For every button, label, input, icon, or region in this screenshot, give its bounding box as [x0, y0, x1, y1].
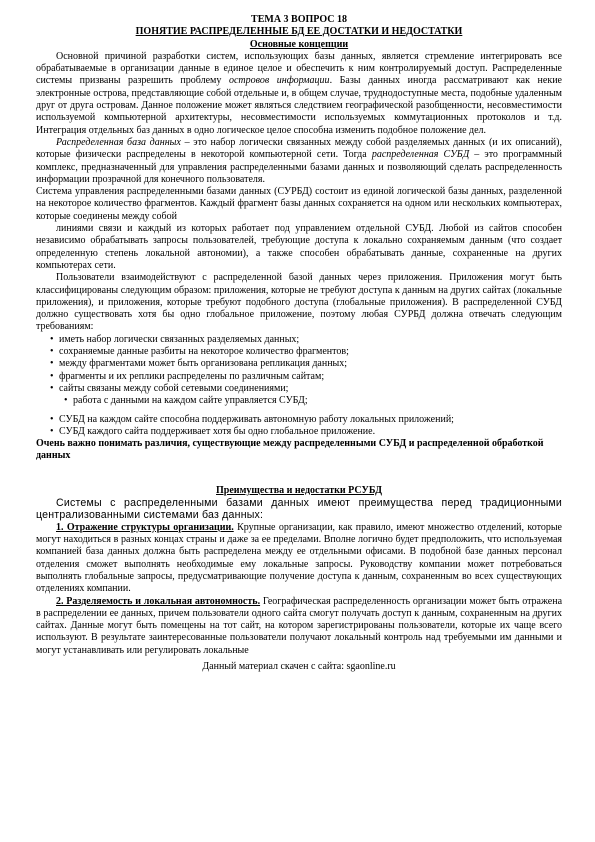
list-item: • сайты связаны между собой сетевыми соединениями; — [50, 383, 562, 395]
paragraph-applications: Пользователи взаимодействуют с распределенной базой данных через приложения. Приложения могут быть классифицированы следующим образом: приложения, которые не требуют доступа к данным на других сайтах (локальные приложения), и приложения, которые требуют подобного доступа (глобальные приложения). В распределенной СУБД должно существовать хотя бы одно глобальное приложение, поэтому любая СУРБД должна отвечать следующим требованиям: — [36, 272, 562, 333]
advantage-item-1: 1. Отражение структуры организации. Крупные организации, как правило, имеют множество отделений, которые могут находиться в разных концах страны и даже за ее пределами. Вполне логично будет предположить, что используемая компанией база данных должна быть распределена между ее отдельными офисами. В подобной базе данных персонал отделения сможет выполнять необходимые ему локальные запросы. Руководству компании может потребоваться выполнять глобальные запросы, предусматривающие получение доступа к данным, сохраненным во всех существующих отделениях компании. — [36, 521, 563, 595]
list-item: • иметь набор логически связанных разделяемых данных; — [50, 334, 562, 346]
page-footer: Данный материал скачен с сайта: sgaonline.ru — [202, 661, 396, 673]
list-item: • фрагменты и их реплики распределены по различным сайтам; — [50, 371, 562, 383]
paragraph-surbd: Система управления распределенными базами данных (СУРБД) состоит из единой логической базы данных, разделенной на некоторое количество фрагментов. Каждый фрагмент базы данных сохраняется на одном или нескольких компьютерах, которые соединены между собой — [36, 186, 562, 222]
important-note: Очень важно понимать различия, существующие между распределенными СУБД и распределенной обработкой данных — [36, 438, 544, 462]
page-title: ПОНЯТИЕ РАСПРЕДЕЛЕННЫЕ БД ЕЕ ДОСТАТКИ И НЕДОСТАТКИ — [135, 26, 463, 38]
advantage-item-2: 2. Разделяемость и локальная автономность. Географическая распределенность организации может быть отражена в распределении ее данных, причем пользователи одного сайта смогут получать доступ к данным, сохраненным на других сайтах. Данные могут быть помещены на тот сайт, на котором зарегистрированы пользователи, которые их чаще всего используют. В результате заинтересованные пользователи получают локальный контроль над требуемыми им данными и могут устанавливать или регулировать локальные — [36, 595, 563, 656]
section-subtitle: Основные концепции — [249, 38, 349, 50]
paragraph-definition: Распределенная база данных – это набор логически связанных между собой разделяемых данных (и их описаний), которые физически распределены в некоторой компьютерной сети. Тогда распределенная СУБД – это программный комплекс, предназначенный для управления распределенными базами данных и позволяющий сделать распределенность информации прозрачной для конечного пользователя. — [36, 136, 563, 185]
paragraph-intro: Основной причиной разработки систем, использующих базы данных, является стремление интегрировать все обрабатываемые в организации данные в единое целое и обеспечить к ним контролируемый доступ. Распределенные системы призваны разрешить проблему островов информации. Базы данных иногда рассматривают как некие электронные острова, представляющие собой отдельные и, в общем случае, труднодоступные места, подобные удаленным друг от друга островам. Данное положение может являться следствием географической разобщенности, несовместимости используемой компьютерной архитектуры, несовместимости используемых коммутационных протоколов и т.д. Интеграция отдельных баз данных в одно логическое целое способна изменить подобное положение дел. — [36, 50, 562, 136]
requirements-list — [36, 334, 562, 395]
paragraph-advantages-intro: Системы с распределенными базами данных имеют преимущества перед традиционными централизованными системами баз данных: — [36, 496, 562, 522]
list-item: • СУБД на каждом сайте способна поддерживать автономную работу локальных приложений; — [50, 414, 562, 426]
section-title-advantages: Преимущества и недостатки РСУБД — [216, 484, 382, 496]
requirements-list-2 — [36, 414, 562, 439]
topic-heading: ТЕМА 3 ВОПРОС 18 — [251, 14, 347, 25]
list-item: • работа с данными на каждом сайте управляется СУБД; — [64, 395, 562, 407]
list-item: • сохраняемые данные разбиты на некоторое количество фрагментов; — [50, 346, 562, 358]
list-item: • между фрагментами может быть организована репликация данных; — [50, 358, 562, 370]
requirements-sublist — [36, 395, 562, 407]
paragraph-surbd-cont: линиями связи и каждый из которых работает под управлением отдельной СУБД. Любой из сайтов способен независимо обрабатывать запросы пользователей, требующие доступа к локально сохраняемым данным (что создает определенную степень локальной автономии), а также способен обрабатывать данные, сохраненные на других компьютерах сети. — [36, 223, 562, 271]
list-item: • СУБД каждого сайта поддерживает хотя бы одно глобальное приложение. — [50, 426, 562, 438]
